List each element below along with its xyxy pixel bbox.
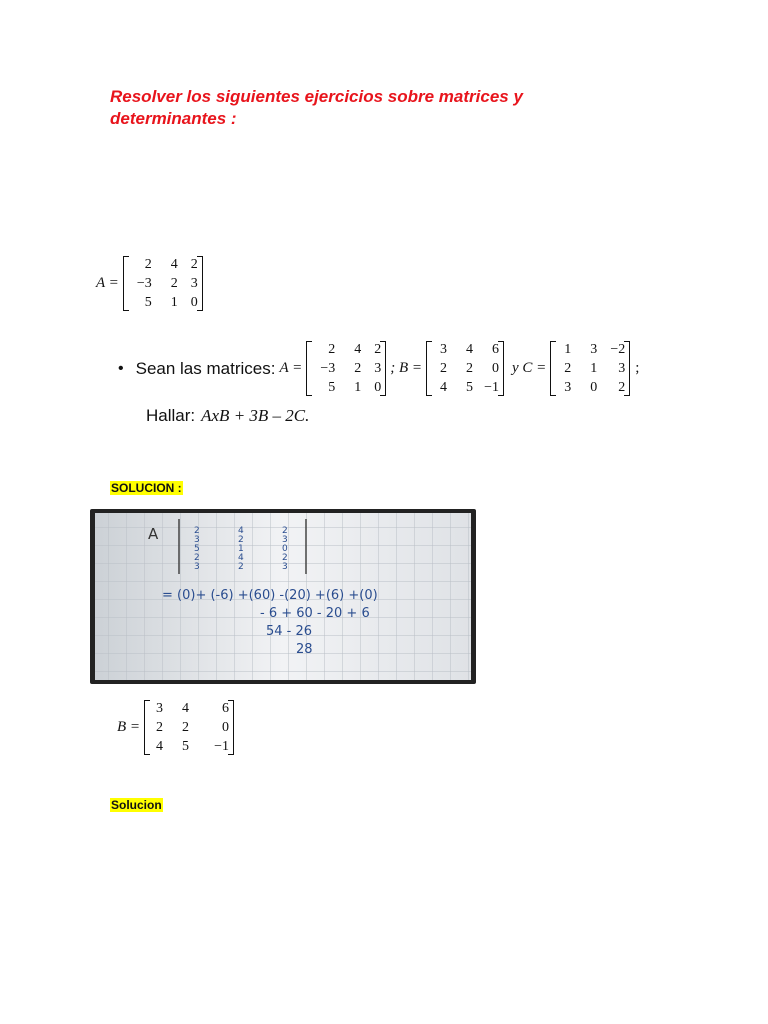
matrix-a-label: A = <box>96 275 119 291</box>
statement-a-label: A = <box>279 360 303 376</box>
matrix-cell: −3 <box>320 361 336 376</box>
matrix-cell: 3 <box>564 380 572 395</box>
matrix-cell: 2 <box>156 720 164 735</box>
matrix-cell: −1 <box>214 739 230 754</box>
matrix-cell: 0 <box>590 380 598 395</box>
hw-digit: 4 <box>238 526 244 536</box>
matrix-b <box>144 699 234 756</box>
matrix-cell: 2 <box>144 257 152 272</box>
hallar-label: Hallar: <box>146 406 196 425</box>
handwritten-solution-photo <box>90 509 476 684</box>
page-title: Resolver los siguientes ejercicios sobre matrices y determinantes : <box>110 87 523 128</box>
matrix-b-label: B = <box>117 719 141 735</box>
hw-digit: 0 <box>282 544 288 554</box>
matrix-cell: 3 <box>618 361 626 376</box>
statement-intro: Sean las matrices: <box>135 358 276 378</box>
matrix-cell: 2 <box>374 342 382 357</box>
hw-digit: 4 <box>238 553 244 563</box>
matrix-cell: 2 <box>190 257 198 272</box>
matrix-cell: 5 <box>328 380 336 395</box>
matrix-cell: 5 <box>182 739 190 754</box>
matrix-cell: −1 <box>484 380 499 395</box>
statement-matrix-a <box>306 340 386 397</box>
matrix-a-block <box>96 255 203 312</box>
matrix-cell: 3 <box>440 342 447 357</box>
hw-digit: 1 <box>238 544 244 554</box>
hw-digit: 2 <box>238 535 244 545</box>
matrix-cell: 5 <box>466 380 473 395</box>
matrix-cell: 2 <box>182 720 190 735</box>
hw-digit: 3 <box>282 535 288 545</box>
matrix-cell: 2 <box>618 380 626 395</box>
matrix-cell: 3 <box>590 342 598 357</box>
statement-c-label: y C = <box>512 360 547 376</box>
matrix-cell: 4 <box>156 739 164 754</box>
statement-end: ; <box>635 360 640 376</box>
matrix-cell: 2 <box>170 276 178 291</box>
hw-digit: 2 <box>282 553 288 563</box>
hw-digit: 3 <box>194 535 200 545</box>
hw-line-3: 54 - 26 <box>266 624 313 639</box>
matrix-cell: 3 <box>374 361 382 376</box>
matrix-cell: 6 <box>492 342 499 357</box>
hw-line-2: - 6 + 60 - 20 + 6 <box>260 606 370 621</box>
solucion-label: SOLUCION : <box>111 481 182 495</box>
statement-line <box>118 340 639 397</box>
hw-digit: 3 <box>194 562 200 572</box>
hw-digit: 2 <box>238 562 244 572</box>
hw-digit: 5 <box>194 544 200 554</box>
hw-digit: 2 <box>194 553 200 563</box>
matrix-cell: 4 <box>440 380 447 395</box>
matrix-cell: 1 <box>564 342 572 357</box>
matrix-cell: 4 <box>354 342 362 357</box>
hallar-expression: AxB + 3B – 2C. <box>201 406 310 425</box>
hw-digit: 3 <box>282 562 288 572</box>
matrix-cell: 4 <box>182 701 190 716</box>
statement-b-label: ; B = <box>390 360 422 376</box>
hallar-line <box>146 406 309 426</box>
matrix-cell: 2 <box>328 342 336 357</box>
matrix-cell: 2 <box>466 361 473 376</box>
matrix-cell: 1 <box>590 361 598 376</box>
matrix-cell: 3 <box>156 701 164 716</box>
matrix-cell: 0 <box>492 361 499 376</box>
matrix-cell: 2 <box>354 361 362 376</box>
matrix-cell: 2 <box>564 361 572 376</box>
hw-digit: 2 <box>194 526 200 536</box>
statement-matrix-c <box>550 340 630 397</box>
matrix-a <box>123 255 203 312</box>
hw-digit: 2 <box>282 526 288 536</box>
hw-line-4: 28 <box>296 642 313 657</box>
solucion-heading-2 <box>110 796 163 814</box>
hw-line-1: = (0)+ (-6) +(60) -(20) +(6) +(0) <box>162 588 378 603</box>
solucion-label: Solucion <box>111 798 162 812</box>
matrix-cell: −3 <box>136 276 152 291</box>
matrix-cell: 4 <box>466 342 473 357</box>
bullet-icon: • <box>118 359 124 377</box>
matrix-cell: 0 <box>222 720 230 735</box>
matrix-b-block <box>117 699 234 756</box>
matrix-cell: 3 <box>190 276 198 291</box>
hw-letter: A <box>148 525 159 543</box>
statement-matrix-b <box>426 340 504 397</box>
matrix-cell: 2 <box>440 361 447 376</box>
matrix-cell: 1 <box>354 380 362 395</box>
matrix-cell: 1 <box>170 295 178 310</box>
matrix-cell: 6 <box>222 701 230 716</box>
matrix-cell: 0 <box>190 295 198 310</box>
solucion-heading-1 <box>110 479 183 497</box>
matrix-cell: −2 <box>610 342 626 357</box>
matrix-cell: 4 <box>170 257 178 272</box>
matrix-cell: 0 <box>374 380 382 395</box>
matrix-cell: 5 <box>144 295 152 310</box>
